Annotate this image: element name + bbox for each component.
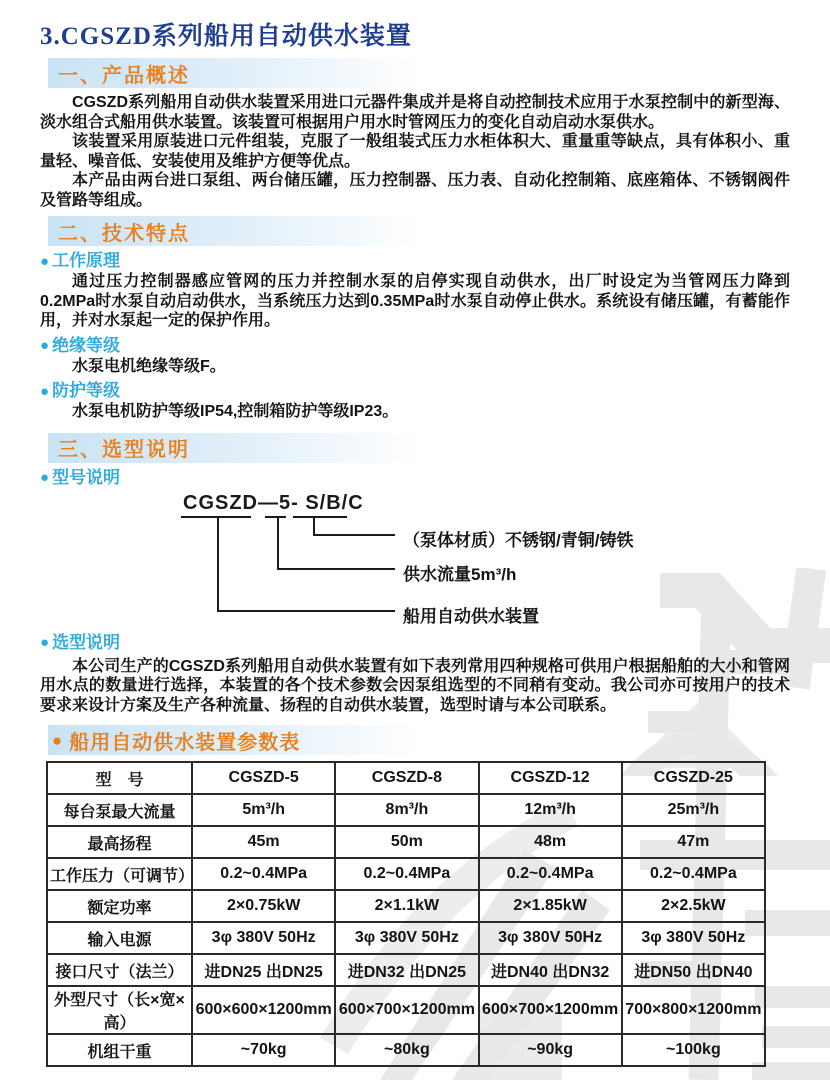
table-row	[47, 794, 765, 826]
selection-explanation-label	[40, 633, 790, 653]
model-code-text: CGSZD—5- S/B/C	[183, 491, 364, 514]
row-label: 接口尺寸（法兰）	[47, 954, 192, 986]
bullet-icon: ●	[40, 252, 50, 270]
model-explanation-label-text: 型号说明	[52, 467, 121, 487]
cell-value: 进DN25 出DN25	[192, 954, 335, 986]
cell-value: 600×700×1200mm	[335, 986, 478, 1034]
cell-value: 12m³/h	[479, 794, 622, 826]
cell-value: 2×2.5kW	[622, 890, 765, 922]
cell-value: 0.2~0.4MPa	[192, 858, 335, 890]
section-heading-features-text: 二、技术特点	[58, 222, 190, 245]
table-row	[47, 858, 765, 890]
overview-paragraph-3: 本产品由两台进口泵组、两台储压罐，压力控制器、压力表、自动化控制箱、底座箱体、不锈钢阀件及管路等组成。	[40, 172, 790, 209]
feature-text-protection-class: 水泵电机防护等级IP54,控制箱防护等级IP23。	[72, 403, 399, 420]
selection-paragraph-block	[40, 657, 790, 716]
cell-value: ~70kg	[192, 1034, 335, 1066]
selection-paragraph: 本公司生产的CGSZD系列船用自动供水装置有如下表列常用四种规格可供用户根据船舶的大小和管网用水点的数量进行选择，本装置的各个技术参数会因泵组选型的不同稍有变动。我公司亦可按用户的技术要求来设计方案及生产各种流量、扬程的自动供水装置，选型时请与本公司联系。	[40, 657, 790, 714]
feature-text-working-principle: 通过压力控制器感应管网的压力并控制水泵的启停实现自动供水，出厂时设定为当管网压力降到0.2MPa时水泵自动启动供水，当系统压力达到0.35MPa时水泵自动停止供水。系统设有储压罐，有蓄能作用，并对水泵起一定的保护作用。	[40, 273, 790, 329]
row-label: 型 号	[47, 762, 192, 794]
table-row	[47, 826, 765, 858]
bullet-icon: ●	[40, 634, 50, 651]
bullet-icon: ●	[52, 730, 63, 750]
model-explanation-label	[40, 468, 790, 488]
cell-value: 3φ 380V 50Hz	[192, 922, 335, 954]
cell-value: CGSZD-5	[192, 762, 335, 794]
bullet-icon: ●	[40, 337, 50, 354]
row-label: 外型尺寸（长×宽×高）	[47, 986, 192, 1034]
cell-value: ~90kg	[479, 1034, 622, 1066]
table-row	[47, 986, 765, 1034]
diagram-label-flow: 供水流量5m³/h	[403, 564, 517, 584]
section-heading-selection-text: 三、选型说明	[58, 439, 190, 461]
cell-value: 50m	[335, 826, 478, 858]
overview-paragraphs	[40, 93, 790, 210]
feature-text-insulation-class: 水泵电机绝缘等级F。	[72, 357, 226, 375]
cell-value: 进DN50 出DN40	[622, 954, 765, 986]
cell-value: 45m	[192, 826, 335, 858]
params-table	[46, 761, 766, 1067]
feature-label-text: 防护等级	[52, 381, 121, 400]
cell-value: 进DN40 出DN32	[479, 954, 622, 986]
overview-paragraph-1: CGSZD系列船用自动供水装置采用进口元器件集成并是将自动控制技术应用于水泵控制中的新型海、淡水组合式船用供水装置。该装置可根据用户用水时管网压力的变化自动启动水泵供水。	[40, 94, 790, 131]
bullet-icon: ●	[40, 382, 50, 400]
diagram-label-material: （泵体材质）不锈钢/青铜/铸铁	[403, 530, 634, 550]
table-row	[47, 1034, 765, 1066]
feature-label-text: 绝缘等级	[52, 335, 121, 355]
table-row	[47, 890, 765, 922]
selection-explanation-label-text: 选型说明	[52, 632, 121, 652]
table-row	[47, 954, 765, 986]
cell-value: 600×700×1200mm	[479, 986, 622, 1034]
overview-paragraph-2: 该装置采用原装进口元件组装，克服了一般组装式压力水柜体积大、重量重等缺点，具有体积小、重量轻、噪音低、安装使用及维护方便等优点。	[40, 133, 790, 170]
section-heading-selection	[48, 433, 420, 463]
cell-value: 2×1.1kW	[335, 890, 478, 922]
cell-value: 3φ 380V 50Hz	[335, 922, 478, 954]
cell-value: 0.2~0.4MPa	[622, 858, 765, 890]
cell-value: 3φ 380V 50Hz	[479, 922, 622, 954]
row-label: 工作压力（可调节）	[47, 858, 192, 890]
cell-value: 600×600×1200mm	[192, 986, 335, 1034]
section-heading-overview-text: 一、产品概述	[58, 64, 190, 87]
cell-value: ~80kg	[335, 1034, 478, 1066]
cell-value: 0.2~0.4MPa	[335, 858, 478, 890]
params-table-heading-text: 船用自动供水装置参数表	[69, 731, 301, 754]
cell-value: 47m	[622, 826, 765, 858]
cell-value: ~100kg	[622, 1034, 765, 1066]
cell-value: CGSZD-8	[335, 762, 478, 794]
cell-value: 进DN32 出DN25	[335, 954, 478, 986]
bullet-icon: ●	[40, 469, 50, 486]
cell-value: 2×0.75kW	[192, 890, 335, 922]
cell-value: CGSZD-12	[479, 762, 622, 794]
feature-label-working-principle	[40, 251, 790, 271]
row-label: 额定功率	[47, 890, 192, 922]
cell-value: 25m³/h	[622, 794, 765, 826]
row-label: 机组干重	[47, 1034, 192, 1066]
table-header-row	[47, 762, 765, 794]
params-table-body	[47, 762, 765, 1066]
section-heading-overview	[48, 58, 420, 88]
row-label: 最高扬程	[47, 826, 192, 858]
row-label: 输入电源	[47, 922, 192, 954]
cell-value: CGSZD-25	[622, 762, 765, 794]
row-label: 每台泵最大流量	[47, 794, 192, 826]
model-code-diagram	[0, 492, 830, 627]
section-heading-features	[48, 216, 420, 246]
cell-value: 48m	[479, 826, 622, 858]
cell-value: 8m³/h	[335, 794, 478, 826]
page-title: 3.CGSZD系列船用自动供水装置	[40, 23, 412, 50]
feature-label-insulation-class	[40, 336, 790, 356]
table-row	[47, 922, 765, 954]
diagram-label-device: 船用自动供水装置	[403, 606, 539, 626]
feature-label-protection-class	[40, 381, 790, 401]
connector-line-material	[313, 518, 395, 536]
cell-value: 3φ 380V 50Hz	[622, 922, 765, 954]
cell-value: 2×1.85kW	[479, 890, 622, 922]
params-table-heading	[48, 725, 420, 755]
feature-label-text: 工作原理	[52, 251, 121, 270]
cell-value: 0.2~0.4MPa	[479, 858, 622, 890]
cell-value: 700×800×1200mm	[622, 986, 765, 1034]
cell-value: 5m³/h	[192, 794, 335, 826]
